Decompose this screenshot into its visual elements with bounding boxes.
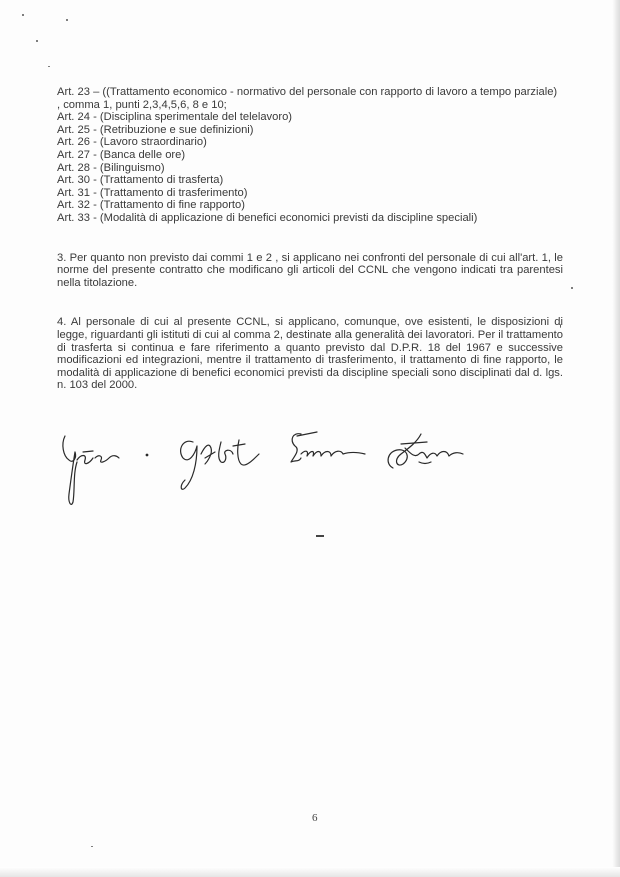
- scan-speck: [48, 66, 50, 67]
- article-item: Art. 27 - (Banca delle ore): [57, 148, 186, 161]
- scan-speck: [571, 287, 573, 289]
- document-body: [57, 86, 563, 392]
- scan-speck: [36, 40, 38, 42]
- scan-edge: [0, 867, 620, 877]
- signature-3: [291, 432, 365, 462]
- article-item: Art. 25 - (Retribuzione e sue definizioni): [57, 123, 254, 136]
- paragraph-3: 3. Per quanto non previsto dai commi 1 e 2 , si applicano nei confronti del personale di cui all'art. 1, le norme del presente contratto che modificano gli articoli del CCNL che vengono indicati tra parentesi nella titolazione.: [57, 251, 563, 289]
- article-item: Art. 31 - (Trattamento di trasferimento): [57, 186, 248, 199]
- article-list: [57, 86, 563, 225]
- scan-speck: [91, 846, 93, 847]
- page-number: 6: [312, 812, 318, 824]
- article-item: Art. 33 - (Modalità di applicazione di benefici economici previsti da discipline speciali): [57, 211, 478, 224]
- article-item: Art. 28 - (Bilinguismo): [57, 161, 165, 174]
- signature-2: [181, 440, 259, 489]
- signature-4: [388, 434, 463, 468]
- scan-edge: [612, 0, 620, 877]
- article-item: Art. 32 - (Trattamento di fine rapporto): [57, 199, 245, 212]
- dash-mark: [316, 535, 324, 537]
- article-item: Art. 26 - (Lavoro straordinario): [57, 136, 207, 149]
- scan-speck: [66, 19, 68, 21]
- article-item: Art. 30 - (Trattamento di trasferta): [57, 174, 224, 187]
- scan-speck: [22, 14, 24, 16]
- signature-1: [63, 436, 148, 504]
- paragraph-4: 4. Al personale di cui al presente CCNL, si applicano, comunque, ove esistenti, le disposizioni di legge, riguardanti gli istituti di cui al comma 2, destinate alla generalità dei lavoratori. Per il trattamento di trasferta si continua e fare riferimento a quanto previsto dal D.P.R. 18 del 1967 e successive modificazioni ed integrazioni, mentre il trattamento di trasferimento, il trattamento di fine rapporto, le modalità di applicazione di benefici economici previsti da discipline speciali sono disciplinati dal d. lgs. n. 103 del 2000.: [57, 316, 563, 392]
- signatures: [55, 424, 485, 514]
- article-item: Art. 23 – ((Trattamento economico - normativo del personale con rapporto di lavoro a tempo parziale) , comma 1, punti 2,3,4,5,6, 8 e 10;: [57, 86, 558, 111]
- article-item: Art. 24 - (Disciplina sperimentale del telelavoro): [57, 111, 293, 124]
